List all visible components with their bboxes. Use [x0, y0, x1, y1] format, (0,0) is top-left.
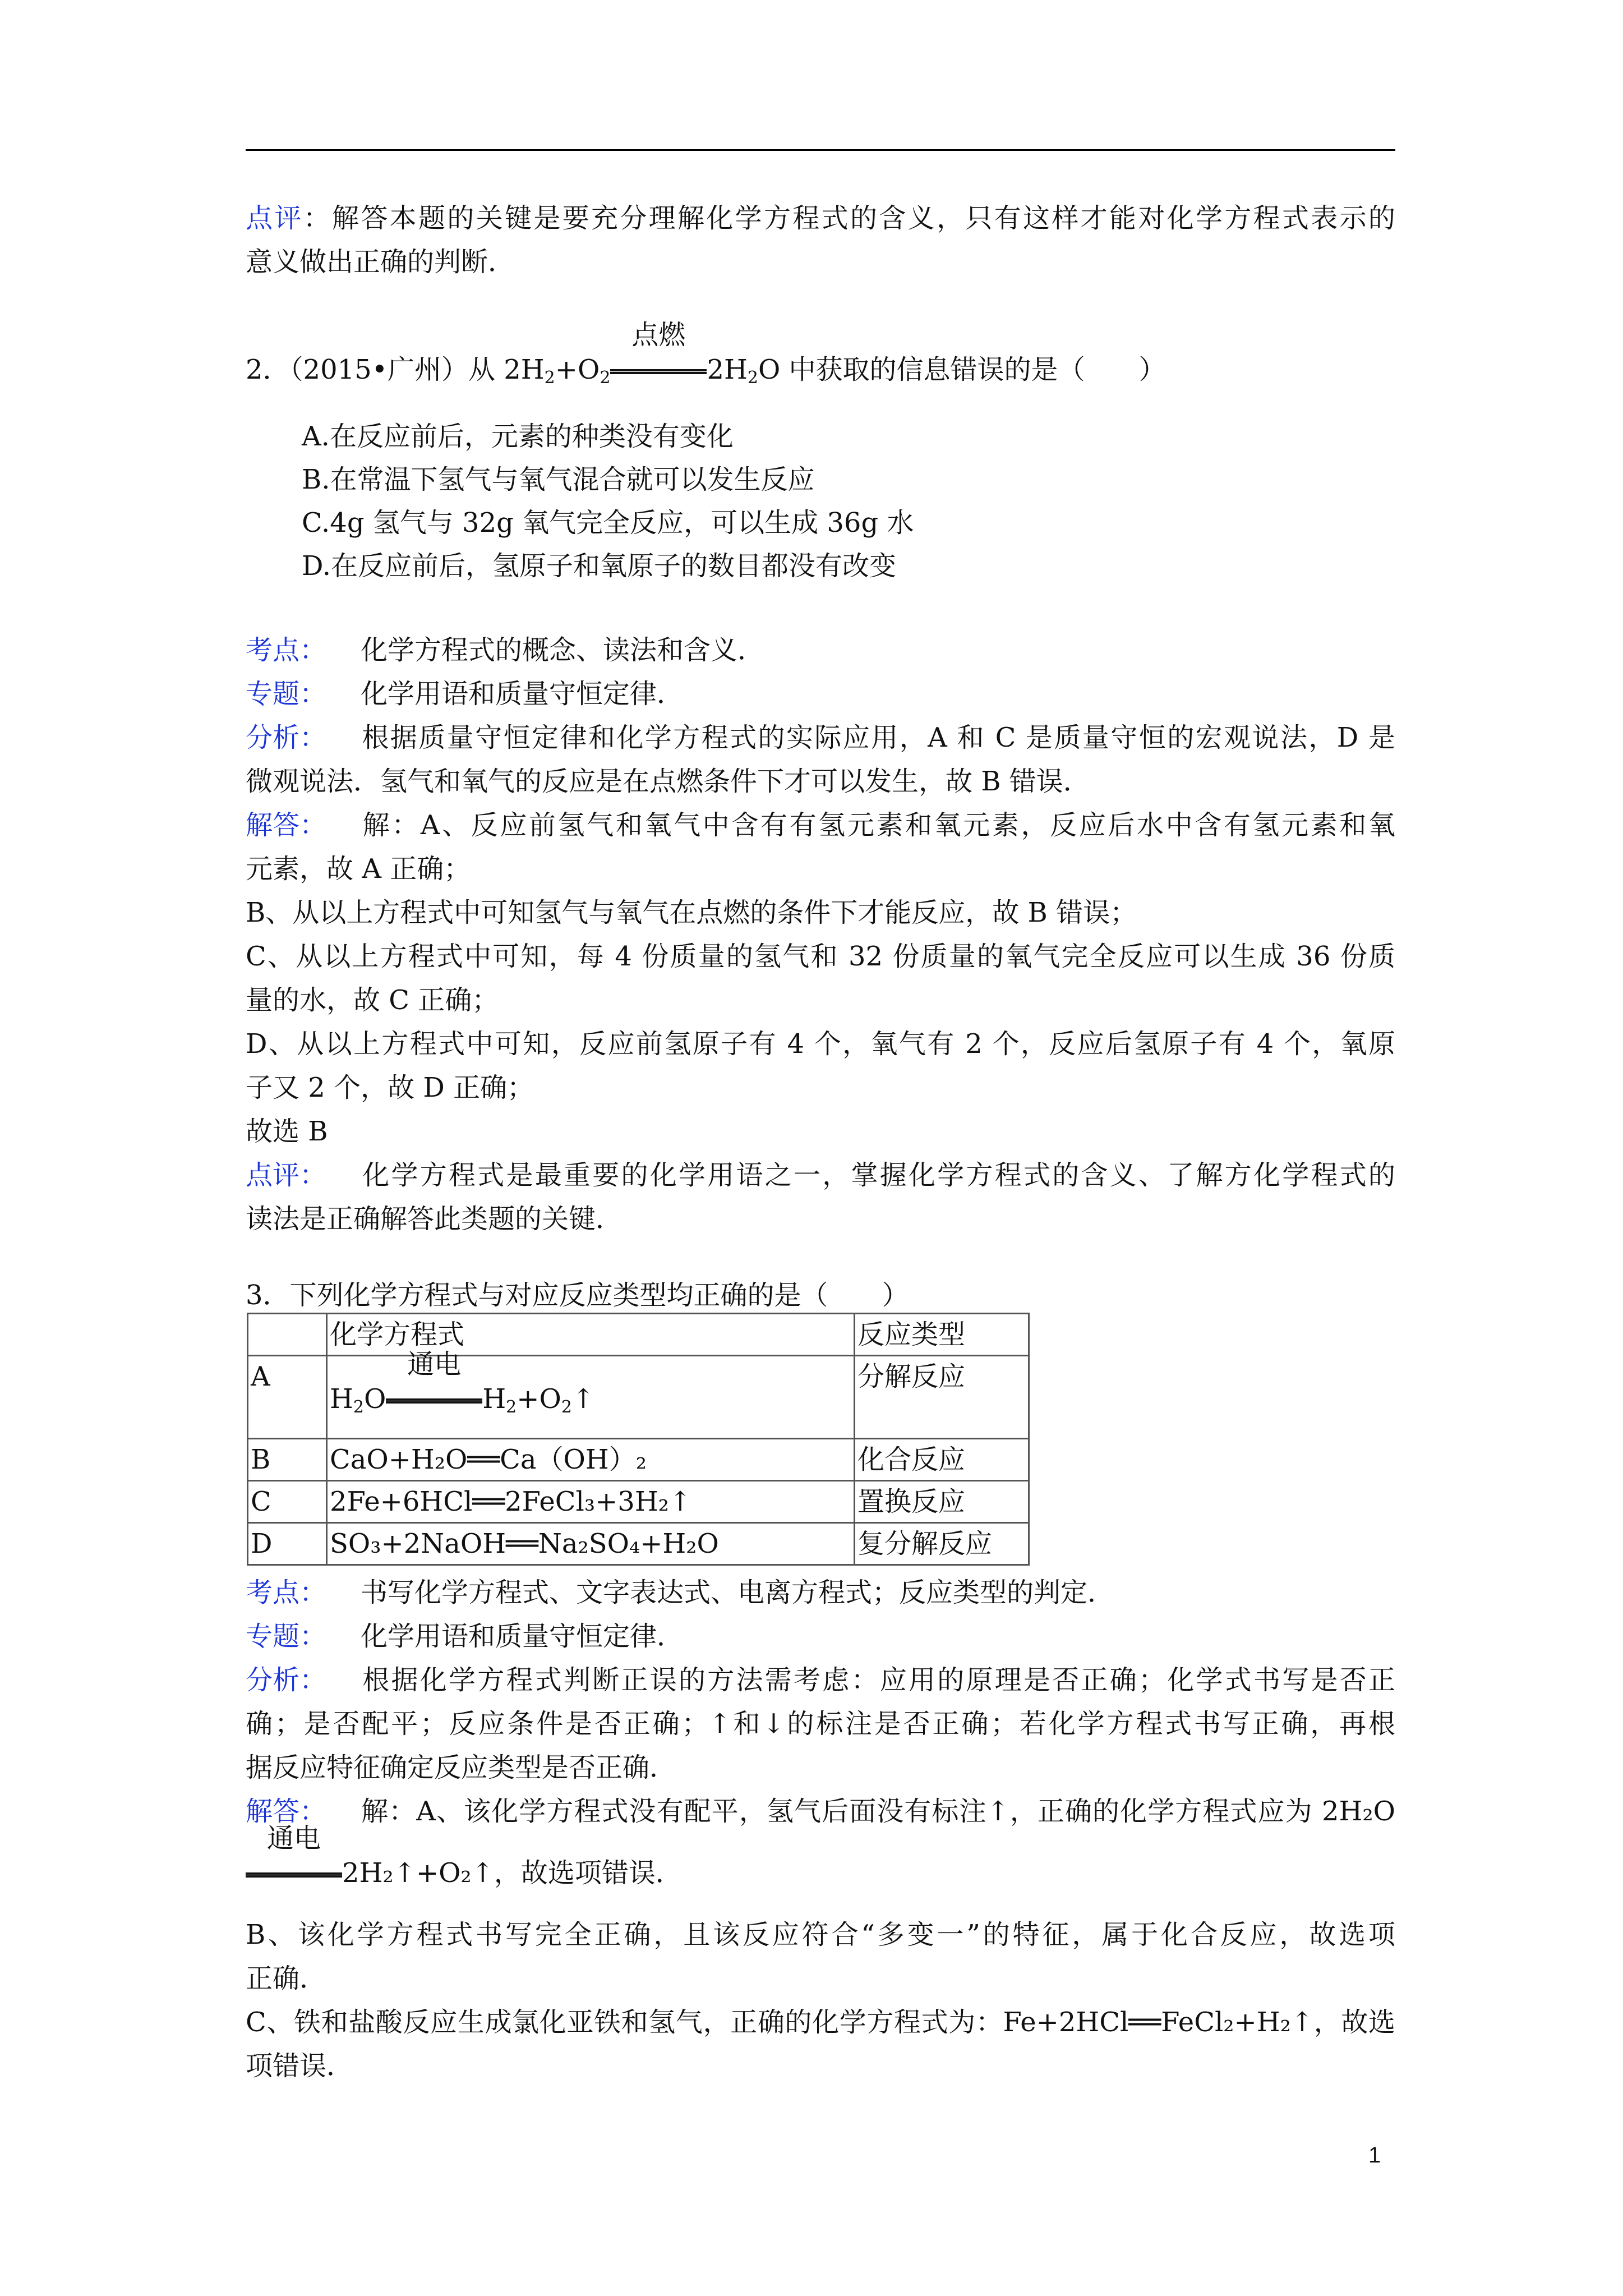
- eq-part: O: [363, 1383, 386, 1415]
- kaodian-text: 书写化学方程式、文字表达式、电离方程式；反应类型的判定．: [361, 1577, 1115, 1608]
- q2-sub: 2: [600, 368, 611, 388]
- fenxi-label: 分析：: [246, 722, 327, 753]
- kaodian-text: 化学方程式的概念、读法和含义．: [361, 634, 765, 666]
- q2-option-c: C.4g 氢气与 32g 氧气完全反应，可以生成 36g 水: [302, 507, 914, 539]
- dianping-text: 化学方程式是最重要的化学用语之一，掌握化学方程式的含义、了解方化学程式的: [361, 1159, 1395, 1191]
- table-cell-opt: C: [248, 1481, 327, 1523]
- table-cell-opt: B: [248, 1439, 327, 1481]
- table-cell-type: 置换反应: [855, 1481, 1029, 1523]
- dianping-label: 点评：: [246, 1159, 327, 1191]
- kaodian-label: 考点：: [246, 634, 327, 666]
- q3-stem-text: 3．下列化学方程式与对应反应类型均正确的是（ ）: [246, 1280, 909, 1311]
- q2-sub: 2: [747, 368, 758, 388]
- q2-condition-arrow: [610, 319, 707, 392]
- table-cell-type: 复分解反应: [855, 1523, 1029, 1565]
- comment-label: 点评: [246, 203, 303, 234]
- jieda-condition: 通电: [266, 1823, 321, 1854]
- fenxi-text-3: 据反应特征确定反应类型是否正确．: [246, 1752, 677, 1783]
- fenxi-text: 根据质量守恒定律和化学方程式的实际应用，A 和 C 是质量守恒的宏观说法，D 是: [361, 722, 1395, 753]
- table-header-eq: 化学方程式: [327, 1314, 855, 1356]
- jieda-text-6: D、从以上方程式中可知，反应前氢原子有 4 个，氧气有 2 个，反应后氢原子有 4 个，氧原: [246, 1028, 1395, 1060]
- fenxi-label: 分析：: [246, 1664, 327, 1696]
- jieda-text-7: 子又 2 个，故 D 正确；: [246, 1072, 534, 1103]
- jieda-text-2: 元素，故 A 正确；: [246, 853, 471, 885]
- table-row: [248, 1439, 1029, 1481]
- q2-stem-suffix: O 中获取的信息错误的是（ ）: [758, 354, 1166, 385]
- table-cell-eq: [327, 1349, 855, 1439]
- jieda-text-5: 量的水，故 C 正确；: [246, 984, 499, 1016]
- table-cell-type: 化合反应: [855, 1439, 1029, 1481]
- eq-sub: 2: [506, 1397, 517, 1417]
- eq-sub: 2: [353, 1397, 364, 1417]
- eq-part: ↑: [571, 1383, 595, 1415]
- table-cell-eq: 2Fe+6HCl══2FeCl₃+3H₂↑: [327, 1481, 855, 1523]
- jieda-label: 解答：: [246, 1796, 327, 1827]
- q2-option-d: D.在反应前后，氢原子和氧原子的数目都没有改变: [302, 550, 897, 582]
- jieda-text: 解：A、反应前氢气和氧气中含有有氢元素和氧元素，反应后水中含有氢元素和氧: [361, 809, 1395, 841]
- zhuanti-text: 化学用语和质量守恒定律．: [361, 1621, 684, 1652]
- q2-condition: 点燃: [631, 319, 686, 351]
- table-row: [248, 1314, 1029, 1356]
- comment-text-2: 意义做出正确的判断．: [246, 246, 515, 278]
- jieda-text-5: C、铁和盐酸反应生成氯化亚铁和氢气，正确的化学方程式为：Fe+2HCl══FeCl₂+H₂↑，故选: [246, 2007, 1395, 2038]
- table-cell-eq: CaO+H₂O══Ca（OH）₂: [327, 1439, 855, 1481]
- zhuanti-label: 专题：: [246, 678, 327, 710]
- q2-stem: [246, 319, 1395, 392]
- q2-sub: 2: [544, 368, 555, 388]
- q3-analysis: [246, 1571, 1395, 2088]
- table-header-type: 反应类型: [855, 1314, 1029, 1356]
- fenxi-text-2: 确；是否配平；反应条件是否正确；↑和↓的标注是否正确；若化学方程式书写正确，再根: [246, 1708, 1395, 1740]
- table-condition: 通电: [407, 1349, 462, 1380]
- header-rule: [246, 149, 1395, 151]
- zhuanti-label: 专题：: [246, 1621, 327, 1652]
- q2-analysis: [246, 628, 1395, 1241]
- q2-stem-prefix: 2．（2015•广州）从 2H: [246, 354, 545, 385]
- q2-stem-after: 2H: [707, 354, 748, 385]
- q2-option-b: B.在常温下氢气与氧气混合就可以发生反应: [302, 464, 815, 495]
- jieda-text-2: 2H₂↑+O₂↑，故选项错误．: [342, 1857, 683, 1889]
- table-cell-opt-header: [248, 1314, 327, 1356]
- table-row: [248, 1356, 1029, 1439]
- table-cell-type: 分解反应: [855, 1356, 1029, 1439]
- prev-comment: 点评：解答本题的关键是要充分理解化学方程式的含义，只有这样才能对化学方程式表示的 意义做出正确的判断．: [246, 196, 1395, 284]
- q3-stem: [246, 1273, 1395, 1317]
- fenxi-text: 根据化学方程式判断正误的方法需考虑：应用的原理是否正确；化学式书写是否正: [361, 1664, 1395, 1696]
- dianping-text-2: 读法是正确解答此类题的关键．: [246, 1203, 623, 1235]
- zhuanti-text: 化学用语和质量守恒定律．: [361, 678, 684, 710]
- q2-stem-mid: +O: [555, 354, 600, 385]
- jieda-label: 解答：: [246, 809, 327, 841]
- kaodian-label: 考点：: [246, 1577, 327, 1608]
- eq-part: H: [482, 1383, 506, 1415]
- eq-part: +O: [517, 1383, 561, 1415]
- jieda-text-8: 故选 B: [246, 1116, 328, 1147]
- jieda-condition-arrow: [246, 1823, 342, 1895]
- page-number: 1: [1368, 2143, 1381, 2168]
- q3-table: [247, 1313, 1030, 1566]
- comment-text: 解答本题的关键是要充分理解化学方程式的含义，只有这样才能对化学方程式表示的: [332, 203, 1395, 234]
- electrolysis-condition-arrow: [386, 1349, 482, 1419]
- eq-part: H: [330, 1383, 353, 1415]
- jieda-text-3: B、从以上方程式中可知氢气与氧气在点燃的条件下才能反应，故 B 错误；: [246, 897, 1137, 928]
- jieda-text: 解：A、该化学方程式没有配平，氢气后面没有标注↑，正确的化学方程式应为 2H₂O: [361, 1796, 1395, 1827]
- table-row: [248, 1481, 1029, 1523]
- fenxi-text-2: 微观说法．氢气和氧气的反应是在点燃条件下才可以发生，故 B 错误．: [246, 766, 1090, 797]
- jieda-text-3: B、该化学方程式书写完全正确，且该反应符合“多变一”的特征，属于化合反应，故选项: [246, 1919, 1395, 1950]
- jieda-text-4: 正确．: [246, 1963, 327, 1994]
- table-cell-opt: A: [248, 1356, 327, 1439]
- q2-option-a: A.在反应前后，元素的种类没有变化: [302, 421, 734, 452]
- table-cell-eq: SO₃+2NaOH══Na₂SO₄+H₂O: [327, 1523, 855, 1565]
- table-cell-opt: D: [248, 1523, 327, 1565]
- jieda-text-4: C、从以上方程式中可知，每 4 份质量的氢气和 32 份质量的氧气完全反应可以生成 36 份质: [246, 941, 1395, 972]
- table-row: [248, 1523, 1029, 1565]
- eq-sub: 2: [561, 1397, 572, 1417]
- jieda-text-6: 项错误．: [246, 2050, 354, 2082]
